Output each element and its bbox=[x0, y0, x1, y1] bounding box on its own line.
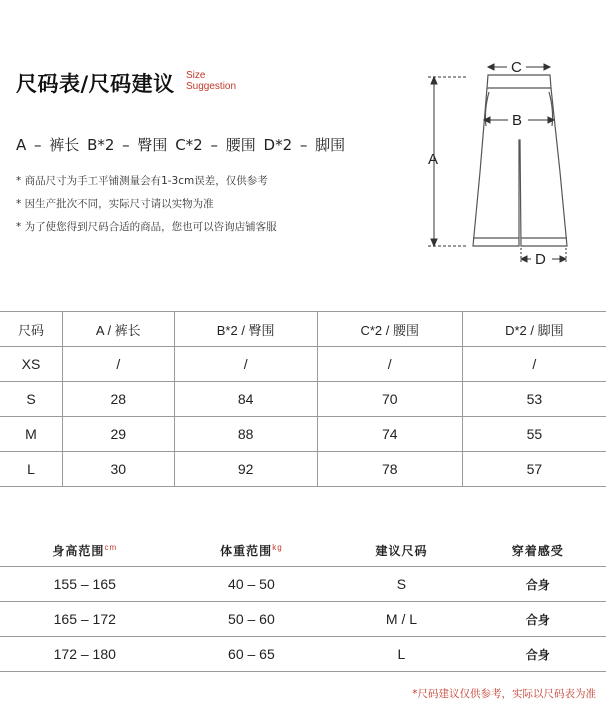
note-batch-difference: * 因生产批次不同，实际尺寸请以实物为准 bbox=[16, 198, 214, 210]
cell-length: / bbox=[63, 347, 175, 382]
header-weight-label: 体重范围 bbox=[220, 543, 273, 558]
cell-waist: 78 bbox=[317, 452, 462, 487]
cell-hem: 55 bbox=[462, 417, 606, 452]
table-row bbox=[0, 602, 606, 637]
label-a: A bbox=[428, 151, 439, 168]
cell-size: S bbox=[0, 382, 63, 417]
label-d: D bbox=[535, 251, 546, 268]
cell-weight: 40 – 50 bbox=[170, 567, 334, 602]
cell-fit: 合身 bbox=[470, 637, 606, 672]
measurement-legend: A – 裤长 B*2 – 臀围 C*2 – 腰围 D*2 – 脚围 bbox=[16, 136, 346, 154]
table-row bbox=[0, 382, 606, 417]
cell-hip: 88 bbox=[174, 417, 317, 452]
header-height-label: 身高范围 bbox=[52, 543, 105, 558]
cell-fit: 合身 bbox=[470, 567, 606, 602]
table-row bbox=[0, 452, 606, 487]
cell-fit: 合身 bbox=[470, 602, 606, 637]
header-suggested-size: 建议尺码 bbox=[333, 534, 469, 567]
header-hem: D*2 / 脚围 bbox=[462, 312, 606, 347]
hem-arrowhead-left bbox=[521, 256, 527, 262]
cell-waist: / bbox=[317, 347, 462, 382]
cell-size: XS bbox=[0, 347, 63, 382]
cell-hem: 57 bbox=[462, 452, 606, 487]
height-unit: cm bbox=[104, 542, 118, 552]
cell-height: 155 – 165 bbox=[0, 567, 170, 602]
cell-size: M bbox=[0, 417, 63, 452]
page-title-english bbox=[186, 70, 236, 92]
table-row bbox=[0, 347, 606, 382]
cell-length: 29 bbox=[63, 417, 175, 452]
pants-measurement-diagram bbox=[420, 52, 600, 272]
header-fit-feeling: 穿着感受 bbox=[470, 534, 606, 567]
waist-arrowhead-left bbox=[488, 64, 494, 70]
header-size: 尺码 bbox=[0, 312, 63, 347]
cell-length: 28 bbox=[63, 382, 175, 417]
cell-waist: 70 bbox=[317, 382, 462, 417]
weight-unit: kg bbox=[272, 542, 283, 552]
cell-waist: 74 bbox=[317, 417, 462, 452]
cell-weight: 50 – 60 bbox=[170, 602, 334, 637]
cell-size: L bbox=[0, 452, 63, 487]
hem-arrowhead-right bbox=[560, 256, 566, 262]
header-weight-range bbox=[170, 534, 334, 567]
cell-hip: 92 bbox=[174, 452, 317, 487]
label-b: B bbox=[512, 112, 523, 129]
note-contact-service: * 为了使您得到尺码合适的商品，您也可以咨询店铺客服 bbox=[16, 221, 277, 233]
cell-suggested-size: L bbox=[333, 637, 469, 672]
title-en-line1: Size bbox=[186, 70, 206, 81]
cell-hip: / bbox=[174, 347, 317, 382]
header-height-range bbox=[0, 534, 170, 567]
page-title: 尺码表/尺码建议 bbox=[16, 72, 175, 96]
pants-waistband bbox=[487, 75, 551, 88]
footer-disclaimer: *尺码建议仅供参考，实际以尺码表为准 bbox=[412, 688, 596, 700]
cell-height: 172 – 180 bbox=[0, 637, 170, 672]
table-row bbox=[0, 567, 606, 602]
cell-weight: 60 – 65 bbox=[170, 637, 334, 672]
size-table bbox=[0, 311, 606, 487]
label-c: C bbox=[511, 59, 522, 76]
waist-arrowhead-right bbox=[544, 64, 550, 70]
size-table-header bbox=[0, 312, 606, 347]
size-suggestion-table bbox=[0, 534, 606, 672]
length-arrow-top bbox=[431, 77, 437, 84]
cell-hem: / bbox=[462, 347, 606, 382]
cell-suggested-size: S bbox=[333, 567, 469, 602]
note-measurement-error: * 商品尺寸为手工平铺测量会有1-3cm误差，仅供参考 bbox=[16, 175, 268, 187]
title-en-line2: Suggestion bbox=[186, 81, 237, 92]
table-row bbox=[0, 637, 606, 672]
header-waist: C*2 / 腰围 bbox=[317, 312, 462, 347]
suggestion-table-header bbox=[0, 534, 606, 567]
cell-suggested-size: M / L bbox=[333, 602, 469, 637]
cell-length: 30 bbox=[63, 452, 175, 487]
cell-hem: 53 bbox=[462, 382, 606, 417]
cell-hip: 84 bbox=[174, 382, 317, 417]
header-length: A / 裤长 bbox=[63, 312, 175, 347]
cell-height: 165 – 172 bbox=[0, 602, 170, 637]
length-arrow-bottom bbox=[431, 239, 437, 246]
header-hip: B*2 / 臀围 bbox=[174, 312, 317, 347]
table-row bbox=[0, 417, 606, 452]
